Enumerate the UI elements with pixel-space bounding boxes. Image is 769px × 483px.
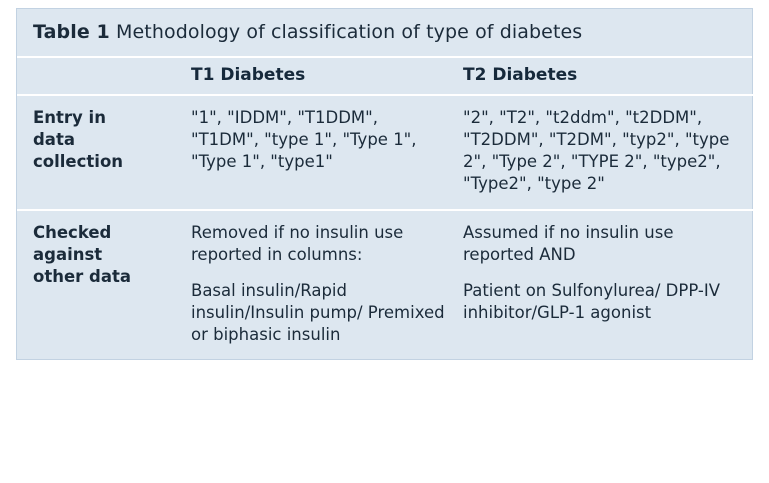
cell-paragraph: Removed if no insulin use reported in columns: <box>191 222 404 264</box>
table-head <box>17 58 754 95</box>
table-body <box>17 95 754 359</box>
caption-label: Table 1 <box>33 21 110 43</box>
table-caption <box>17 9 752 58</box>
column-header-label <box>17 58 183 95</box>
row-label-entry <box>17 95 183 210</box>
cell-paragraph: "2", "T2", "t2ddm", "t2DDM", "T2DDM", "T2DM", "typ2", "type 2", "Type 2", "TYPE 2", "type2", "Type2", "type 2" <box>463 108 730 193</box>
cell-paragraph: Basal insulin/Rapid insulin/Insulin pump/ Premixed or biphasic insulin <box>191 280 445 344</box>
header-row <box>17 58 754 95</box>
table-row <box>17 95 754 210</box>
cell-paragraph: Assumed if no insulin use reported AND <box>463 222 674 264</box>
cell-checked-t1 <box>183 210 455 360</box>
table-row <box>17 210 754 360</box>
row-label-line: against <box>33 244 103 264</box>
cell-entry-t2 <box>455 95 754 210</box>
column-header-t1: T1 Diabetes <box>191 65 306 85</box>
column-header-t2: T2 Diabetes <box>463 65 578 85</box>
cell-paragraph: "1", "IDDM", "T1DDM", "T1DM", "type 1", "Type 1", "Type 1", "type1" <box>191 108 417 171</box>
cell-entry-t1 <box>183 95 455 210</box>
cell-paragraph: Patient on Sulfonylurea/ DPP-IV inhibitor/GLP-1 agonist <box>463 280 721 322</box>
classification-table <box>17 58 754 359</box>
cell-checked-t2 <box>455 210 754 360</box>
row-label-line: Checked <box>33 222 112 242</box>
row-label-line: other data <box>33 266 132 286</box>
caption-text: Methodology of classification of type of diabetes <box>116 21 583 43</box>
row-label-checked <box>17 210 183 360</box>
row-label-line: collection <box>33 151 124 171</box>
row-label-line: data <box>33 129 75 149</box>
row-label-line: Entry in <box>33 108 106 127</box>
table-card <box>16 8 753 360</box>
